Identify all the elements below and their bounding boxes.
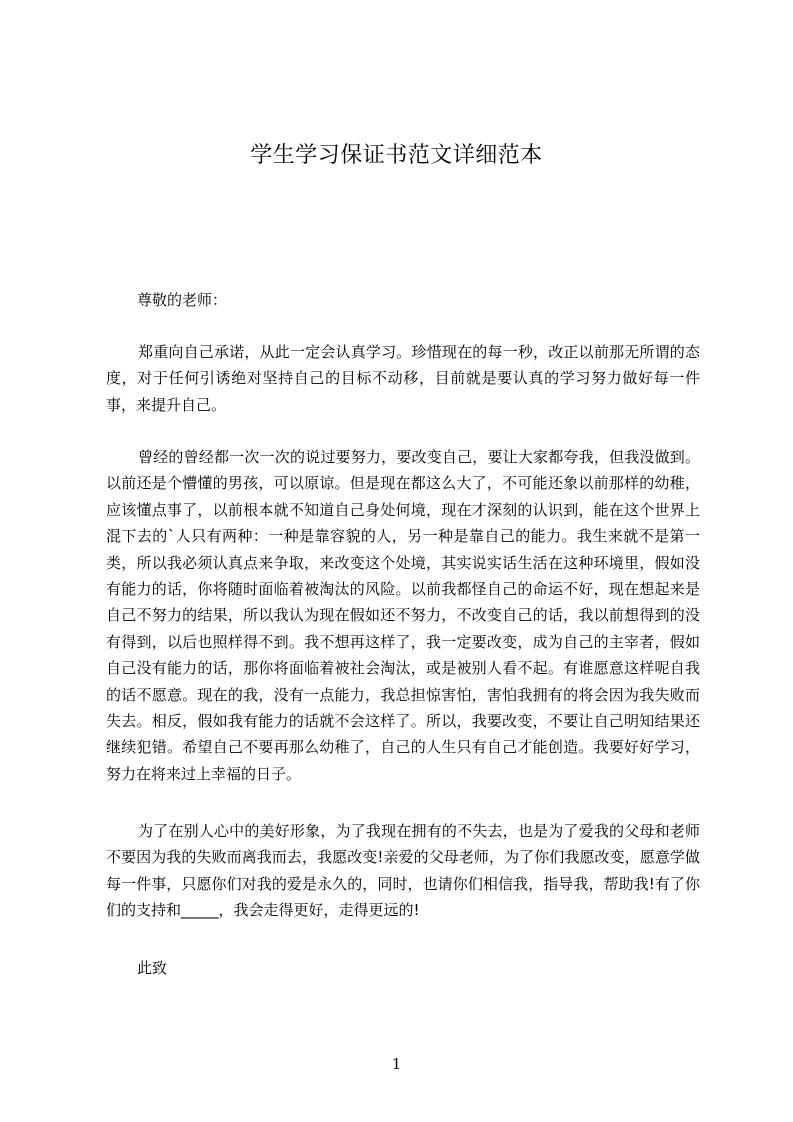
document-title: 学生学习保证书范文详细范本 xyxy=(250,143,543,168)
closing-line: 此致 xyxy=(137,959,168,977)
page-number: 1 xyxy=(391,1055,402,1073)
body-paragraph-2: 曾经的曾经都一次一次的说过要努力，要改变自己，要让大家都夸我，但我没做到。以前还是个懵懂的男孩，可以原谅。但是现在都这么大了，不可能还象以前那样的幼稚，应该懂点事了，以前根本就不知道自己身处何境，现在才深刻的认识到，能在这个世界上混下去的`人只有两种：一种是靠容貌的人，另一种是靠自己的能力。我生来就不是第一类，所以我必须认真点来争取，来改变这个处境，其实说实话生活在这种环境里，假如没有能力的话，你将随时面临着被淘汰的风险。以前我都怪自己的命运不好，现在想起来是自己不努力的结果，所以我认为现在假如还不努力，不改变自己的话，我以前想得到的没有得到，以后也照样得不到。我不想再这样了，我一定要改变，成为自己的主宰者，假如自己没有能力的话，那你将面临着被社会淘汰，或是被别人看不起。有谁愿意这样呢自我的话不愿意。现在的我，没有一点能力，我总担惊害怕，害怕我拥有的将会因为我失败而失去。相反，假如我有能力的话就不会这样了。所以，我要改变，不要让自己明知结果还继续犯错。希望自己不要再那么幼稚了，自己的人生只有自己才能创造。我要好好学习，努力在将来过上幸福的日子。 xyxy=(106,448,700,783)
body-paragraph-3: 为了在别人心中的美好形象，为了我现在拥有的不失去，也是为了爱我的父母和老师不要因为我的失败而离我而去，我愿改变!亲爱的父母老师，为了你们我愿改变，愿意学做每一件事，只愿你们对我的爱是永久的，同时，也请你们相信我，指导我，帮助我!有了你们的支持和_____，我会走得更好，走得更远的! xyxy=(106,822,700,920)
body-paragraph-1: 郑重向自己承诺，从此一定会认真学习。珍惜现在的每一秒，改正以前那无所谓的态度，对于任何引诱绝对坚持自己的目标不动移，目前就是要认真的学习努力做好每一件事，来提升自己。 xyxy=(106,343,700,414)
salutation: 尊敬的老师： xyxy=(137,291,228,309)
